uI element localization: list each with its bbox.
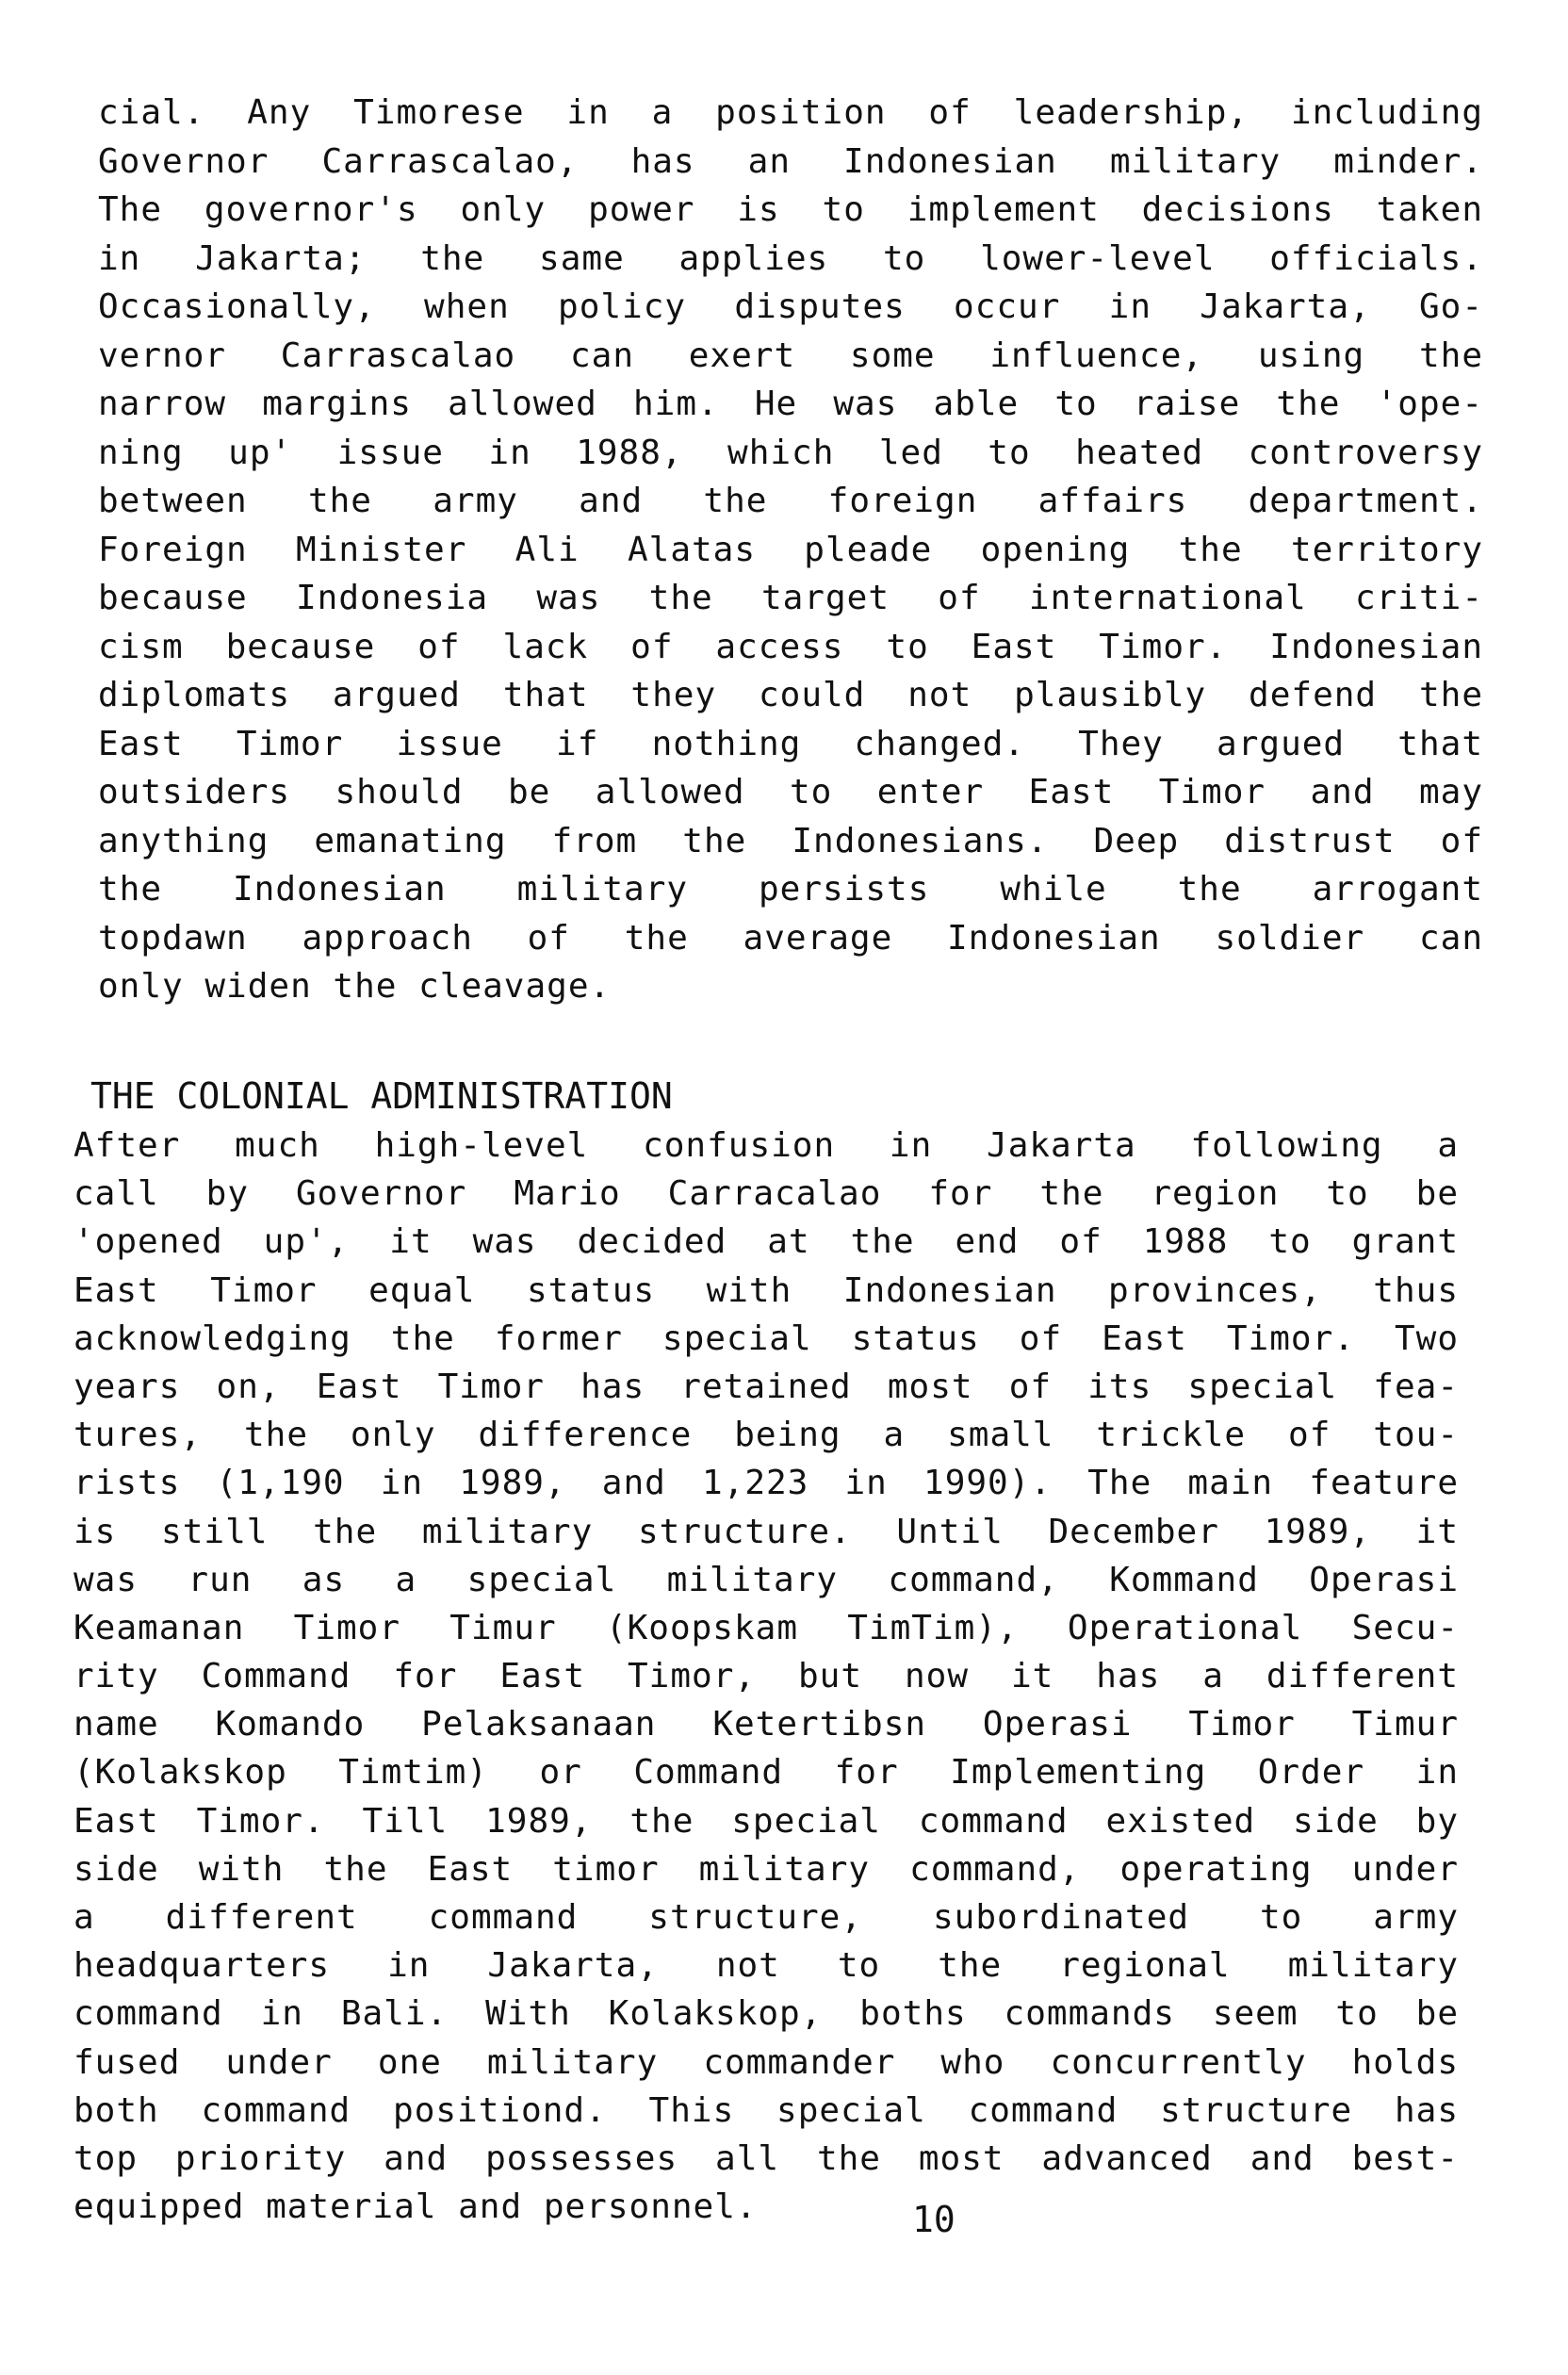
text-line: name Komando Pelaksanaan Ketertibsn Operasi Timor Timur [74, 1705, 1459, 1744]
text-line: years on, East Timor has retained most of its special fea- [74, 1367, 1459, 1406]
text-line: top priority and possesses all the most advanced and best- [74, 2138, 1459, 2178]
text-line: vernor Carrascalao can exert some influence, using the [98, 336, 1483, 375]
text-line: diplomats argued that they could not plausibly defend the [98, 676, 1483, 714]
text-line: both command positiond. This special command structure has [74, 2090, 1459, 2130]
text-line: was run as a special military command, Kommand Operasi [74, 1560, 1459, 1599]
text-line: 'opened up', it was decided at the end of 1988 to grant [74, 1222, 1459, 1262]
text-line: Governor Carrascalao, has an Indonesian military minder. [98, 141, 1483, 181]
text-line: fused under one military commander who concurrently holds [74, 2042, 1459, 2082]
text-line: is still the military structure. Until December 1989, it [74, 1512, 1459, 1551]
text-line: Foreign Minister Ali Alatas pleade opening the territory [98, 530, 1483, 569]
text-line: the Indonesian military persists while the arrogant [98, 870, 1483, 909]
text-line: rity Command for East Timor, but now it has a different [74, 1657, 1459, 1696]
text-line: in Jakarta; the same applies to lower-level officials. [98, 238, 1483, 278]
text-line: topdawn approach of the average Indonesian soldier can [98, 918, 1483, 958]
text-line: ning up' issue in 1988, which led to heated controversy [98, 433, 1483, 472]
text-line: tures, the only difference being a small trickle of tou- [74, 1416, 1459, 1455]
text-line: After much high-level confusion in Jakarta following a [74, 1126, 1459, 1165]
text-line: headquarters in Jakarta, not to the regional military [74, 1946, 1459, 1986]
text-line: equipped material and personnel. [74, 2187, 758, 2227]
text-line: between the army and the foreign affairs department. [98, 482, 1483, 520]
page-number: 10 [912, 2199, 956, 2240]
text-line: narrow margins allowed him. He was able to raise the 'ope- [98, 385, 1483, 423]
text-line: side with the East timor military command, operating under [74, 1849, 1459, 1889]
text-line: anything emanating from the Indonesians. Deep distrust of [98, 821, 1483, 860]
text-line: cial. Any Timorese in a position of leadership, including [98, 93, 1483, 132]
text-line: outsiders should be allowed to enter East Timor and may [98, 773, 1483, 811]
text-line: Occasionally, when policy disputes occur in Jakarta, Go- [98, 287, 1483, 326]
text-line: cism because of lack of access to East Timor. Indonesian [98, 627, 1483, 666]
text-line: a different command structure, subordinated to army [74, 1898, 1459, 1937]
text-line: command in Bali. With Kolakskop, boths commands seem to be [74, 1994, 1459, 2034]
text-line: rists (1,190 in 1989, and 1,223 in 1990). The main feature [74, 1464, 1459, 1503]
text-line: only widen the cleavage. [98, 967, 612, 1006]
text-line: acknowledging the former special status of East Timor. Two [74, 1319, 1459, 1358]
text-line: East Timor. Till 1989, the special command existed side by [74, 1801, 1459, 1841]
paragraph-2 [74, 1122, 1459, 2231]
text-line: East Timor issue if nothing changed. They argued that [98, 724, 1483, 763]
paragraph-1 [98, 89, 1483, 1011]
text-line: (Kolakskop Timtim) or Command for Implementing Order in [74, 1753, 1459, 1793]
text-line: East Timor equal status with Indonesian provinces, thus [74, 1270, 1459, 1310]
text-line: The governor's only power is to implement decisions taken [98, 190, 1483, 229]
section-heading: THE COLONIAL ADMINISTRATION [90, 1075, 673, 1117]
text-line: Keamanan Timor Timur (Koopskam TimTim), Operational Secu- [74, 1608, 1459, 1647]
text-line: because Indonesia was the target of international criti- [98, 579, 1483, 617]
text-line: call by Governor Mario Carracalao for the region to be [74, 1174, 1459, 1214]
